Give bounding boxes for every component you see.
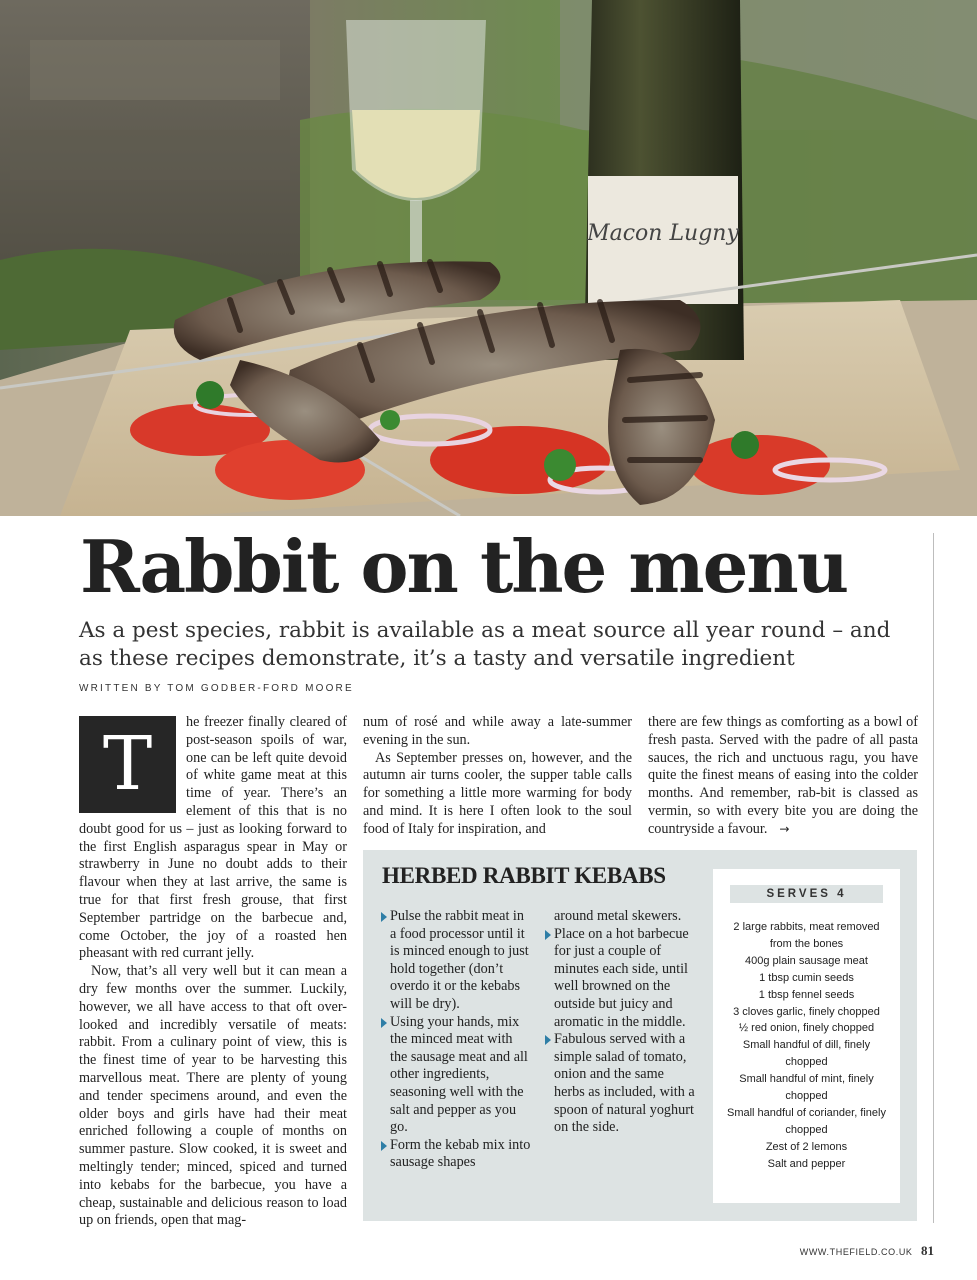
article-paragraph: As September presses on, however, and the autumn air turns cooler, the supper table calls for something a little more warming for body and mind. It is here I often look to the soul food of Italy for inspiration, and xyxy=(363,749,632,837)
column-divider xyxy=(933,533,934,1223)
ingredient-item: ½ red onion, finely chopped xyxy=(738,1022,875,1035)
triangle-bullet-icon xyxy=(545,1035,551,1045)
recipe-steps-column-2 xyxy=(545,908,695,1137)
recipe-step-text: Pulse the rabbit meat in a food processor until it is minced enough to just hold together (don’t overdo it or the kebabs will be dry). xyxy=(390,908,529,1012)
recipe-box xyxy=(363,850,917,1221)
continue-arrow-icon: → xyxy=(779,821,790,836)
hero-photo xyxy=(0,0,977,516)
ingredient-item: Small handful of dill, finely chopped xyxy=(742,1039,871,1069)
recipe-step-text: Fabulous served with a simple salad of tomato, onion and the same herbs as included, with a spoon of natural yoghurt on the side. xyxy=(554,1031,695,1136)
paragraph-text: there are few things as comforting as a bowl of fresh pasta. Served with the padre of all pasta sauces, the rich and unctuous ragu, you have quite the finest means of easing into the colder months. And remember, rab-bit is classed as vermin, so with every bite you are doing the countryside a favour. xyxy=(648,714,918,837)
recipe-step-text: Using your hands, mix the minced meat with the sausage meat and all other ingredients, seasoning well with the salt and pepper as you go. xyxy=(390,1013,528,1136)
recipe-step xyxy=(545,926,695,1032)
serves-label: SERVES 4 xyxy=(730,885,883,903)
recipe-step-text: Place on a hot barbecue for just a couple of minutes each side, until well browned on the outside but juicy and aromatic in the middle. xyxy=(554,925,689,1030)
triangle-bullet-icon xyxy=(545,930,551,940)
ingredient-item: 2 large rabbits, meat removed from the bones xyxy=(733,921,880,950)
triangle-bullet-icon xyxy=(381,912,387,922)
ingredient-item: 3 cloves garlic, finely chopped xyxy=(733,1005,880,1018)
ingredient-item: Salt and pepper xyxy=(767,1157,846,1170)
ingredient-item: Zest of 2 lemons xyxy=(765,1140,848,1153)
ingredient-item: Small handful of coriander, finely chopped xyxy=(727,1106,886,1136)
footer-url[interactable]: WWW.THEFIELD.CO.UK xyxy=(799,1247,913,1257)
article-column-2 xyxy=(363,714,632,839)
recipe-steps-column-1 xyxy=(381,908,531,1172)
triangle-bullet-icon xyxy=(381,1141,387,1151)
article-byline: WRITTEN BY TOM GODBER-FORD MOORE xyxy=(79,683,354,694)
ingredient-list xyxy=(723,919,890,1173)
article-title: Rabbit on the menu xyxy=(80,524,848,609)
article-paragraph xyxy=(648,714,918,839)
recipe-step xyxy=(381,1137,531,1172)
recipe-step-text: Form the kebab mix into sausage shapes xyxy=(390,1136,531,1171)
bottle-label: Macon Lugny xyxy=(587,221,739,246)
ingredient-item: Small handful of mint, finely chopped xyxy=(739,1073,874,1103)
page-footer xyxy=(800,1242,934,1260)
recipe-step-text: around metal skewers. xyxy=(554,908,682,924)
recipe-title: HERBED RABBIT KEBABS xyxy=(382,863,666,888)
ingredients-panel xyxy=(713,869,900,1203)
article-column-3 xyxy=(648,714,918,839)
recipe-step-continued xyxy=(545,908,695,926)
recipe-step xyxy=(545,1031,695,1137)
article-paragraph: Now, that’s all very well but it can mean a dry few months over the summer. Luckily, however, we all have access to that oft over-looked and incredibly versatile of meats: rabbit. From a culinary point of view, this is the finest time of year to be harvesting this marvellous meat. There are plenty of young and tender specimens around, and even the older boys and girls have had their meat enriched following a couple of months on summer pasture. Slow cooked, it is sweet and meltingly tender; minced, spiced and turned into kebabs for the barbecue, you have a cheap, sustainable and delicious reason to load up on friends, open that mag- xyxy=(79,963,347,1229)
article-standfirst: As a pest species, rabbit is available as a meat source all year round – and as these recipes demonstrate, it’s a tasty and versatile ingredient xyxy=(79,618,891,671)
paragraph-text: he freezer finally cleared of post-season spoils of war, one can be left quite devoid of white game meat at this time of year. There’s an element of this that is no doubt good for us – just as looking forward to the first English asparagus spear in May or strawberry in June no doubt adds to their flavour when they at last arrive, the same is true for that first fresh grouse, that first September partridge on the barbecue and, come October, the joy of a roasted hen pheasant with red currant jelly. xyxy=(79,714,347,962)
page-number: 81 xyxy=(921,1243,934,1258)
rabbit-kebabs-photo xyxy=(0,0,977,516)
recipe-step xyxy=(381,1014,531,1137)
triangle-bullet-icon xyxy=(381,1018,387,1028)
article-paragraph: num of rosé and while away a late-summer evening in the sun. xyxy=(363,714,632,748)
drop-cap: T xyxy=(79,716,176,813)
article-paragraph xyxy=(79,714,347,963)
ingredient-item: 1 tbsp fennel seeds xyxy=(758,988,855,1001)
ingredient-item: 1 tbsp cumin seeds xyxy=(759,971,854,984)
recipe-step xyxy=(381,908,531,1014)
ingredient-item: 400g plain sausage meat xyxy=(745,954,868,967)
article-column-1 xyxy=(79,714,347,1230)
